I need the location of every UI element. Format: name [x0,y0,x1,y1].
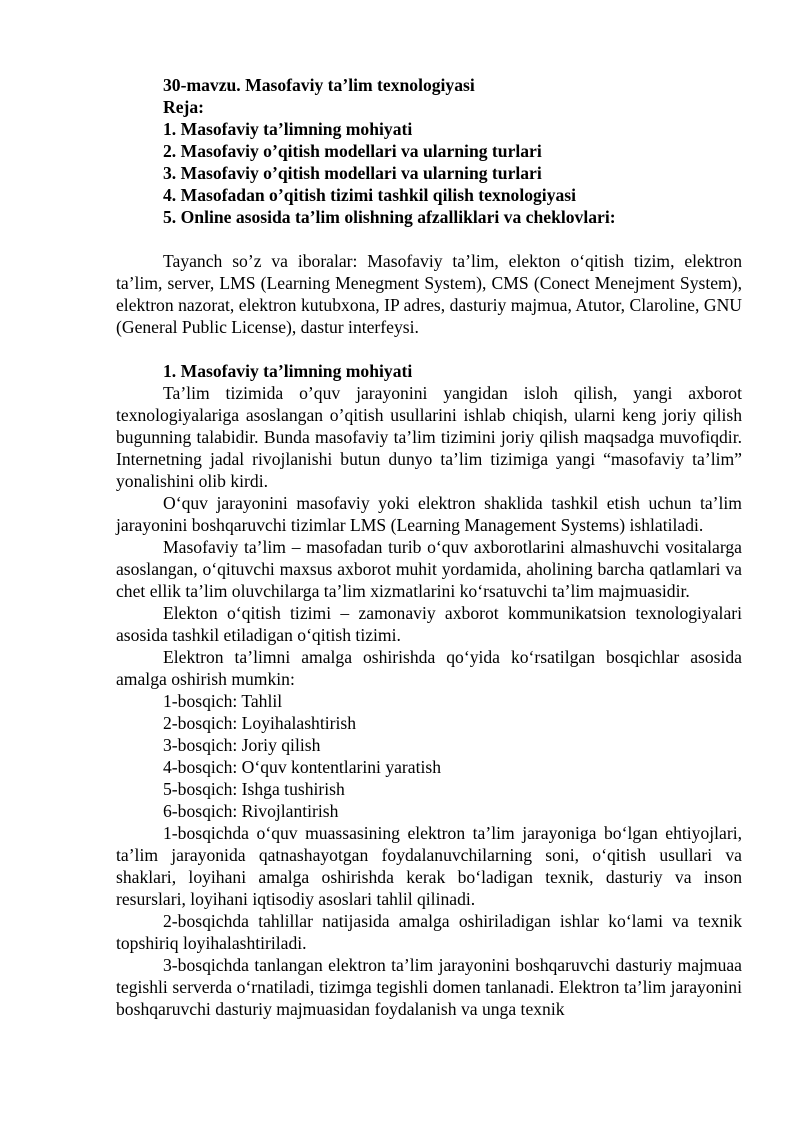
plan-label: Reja: [163,97,205,117]
body-paragraph: Masofaviy ta’lim – masofadan turib oʻquv axborotlarini almashuvchi vositalarga asoslangan, oʻqituvchi maxsus axborot muhit yordamida, aholining barcha qatlamlari va chet ellik ta’lim oluvchilarga ta’lim xizmatlarini koʻrsatuvchi ta’lim majmuasidir. [116,537,742,601]
step-item: 5-bosqich: Ishga tushirish [163,779,345,799]
body-paragraph: Elekton oʻqitish tizimi – zamonaviy axborot kommunikatsion texnologiyalari asosida tashkil etiladigan oʻqitish tizimi. [116,603,742,645]
body-paragraph: 1-bosqichda oʻquv muassasining elektron ta’lim jarayoniga boʻlgan ehtiyojlari, ta’lim jarayonida qatnashayotgan foydalanuvchilarning soni, oʻqitish usullari va shaklari, loyihani amalga oshirishda kerak boʻladigan texnik, dasturiy va inson resurslari, loyihani iqtisodiy asoslari tahlil qilinadi. [116,823,742,909]
plan-item: 1. Masofaviy ta’limning mohiyati [163,119,413,139]
body-paragraph: Oʻquv jarayonini masofaviy yoki elektron shaklida tashkil etish uchun ta’lim jarayonini boshqaruvchi tizimlar LMS (Learning Management Systems) ishlatiladi. [116,493,742,535]
step-item: 4-bosqich: Oʻquv kontentlarini yaratish [163,757,442,777]
plan-item: 2. Masofaviy o’qitish modellari va ularning turlari [163,141,542,161]
body-paragraph: 2-bosqichda tahlillar natijasida amalga oshiriladigan ishlar koʻlami va texnik topshiriq loyihalashtiriladi. [116,911,742,953]
step-item: 1-bosqich: Tahlil [163,691,283,711]
spacer [116,228,742,250]
body-paragraph: Elektron ta’limni amalga oshirishda qoʻyida koʻrsatilgan bosqichlar asosida amalga oshirish mumkin: [116,647,742,689]
step-item: 2-bosqich: Loyihalashtirish [163,713,357,733]
plan-item: 5. Online asosida ta’lim olishning afzalliklari va cheklovlari: [163,207,616,227]
section-heading: 1. Masofaviy ta’limning mohiyati [163,361,413,381]
plan-block [116,74,742,228]
keywords-paragraph: Tayanch so’z va iboralar: Masofaviy ta’lim, elekton oʻqitish tizim, elektron ta’lim, server, LMS (Learning Menegment System), CMS (Conect Menejment System), elektron nazorat, elektron kutubxona, IP adres, dasturiy majmua, Atutor, Claroline, GNU (General Public License), dastur interfeysi. [116,251,742,337]
step-item: 3-bosqich: Joriy qilish [163,735,321,755]
plan-item: 3. Masofaviy o’qitish modellari va ularning turlari [163,163,542,183]
body-paragraph: Ta’lim tizimida o’quv jarayonini yangidan isloh qilish, yangi axborot texnologiyalariga asoslangan o’qitish usullarini ishlab chiqish, ularni keng joriy qilish bugunning talabidir. Bunda masofaviy ta’lim tizimini joriy qilish maqsadga muvofiqdir. Internetning jadal rivojlanishi butun dunyo ta’lim tizimiga yangi “masofaviy ta’lim” yonalishini olib kirdi. [116,383,742,491]
plan-item: 4. Masofadan o’qitish tizimi tashkil qilish texnologiyasi [163,185,577,205]
spacer [116,338,742,360]
body-paragraph: 3-bosqichda tanlangan elektron ta’lim jarayonini boshqaruvchi dasturiy majmuaa tegishli serverda oʻrnatiladi, tizimga tegishli domen tanlanadi. Elektron ta’lim jarayonini boshqaruvchi dasturiy majmuasidan foydalanish va unga texnik [116,955,742,1019]
page-content [116,74,742,1020]
lecture-title: 30-mavzu. Masofaviy ta’lim texnologiyasi [163,75,475,95]
step-item: 6-bosqich: Rivojlantirish [163,801,339,821]
